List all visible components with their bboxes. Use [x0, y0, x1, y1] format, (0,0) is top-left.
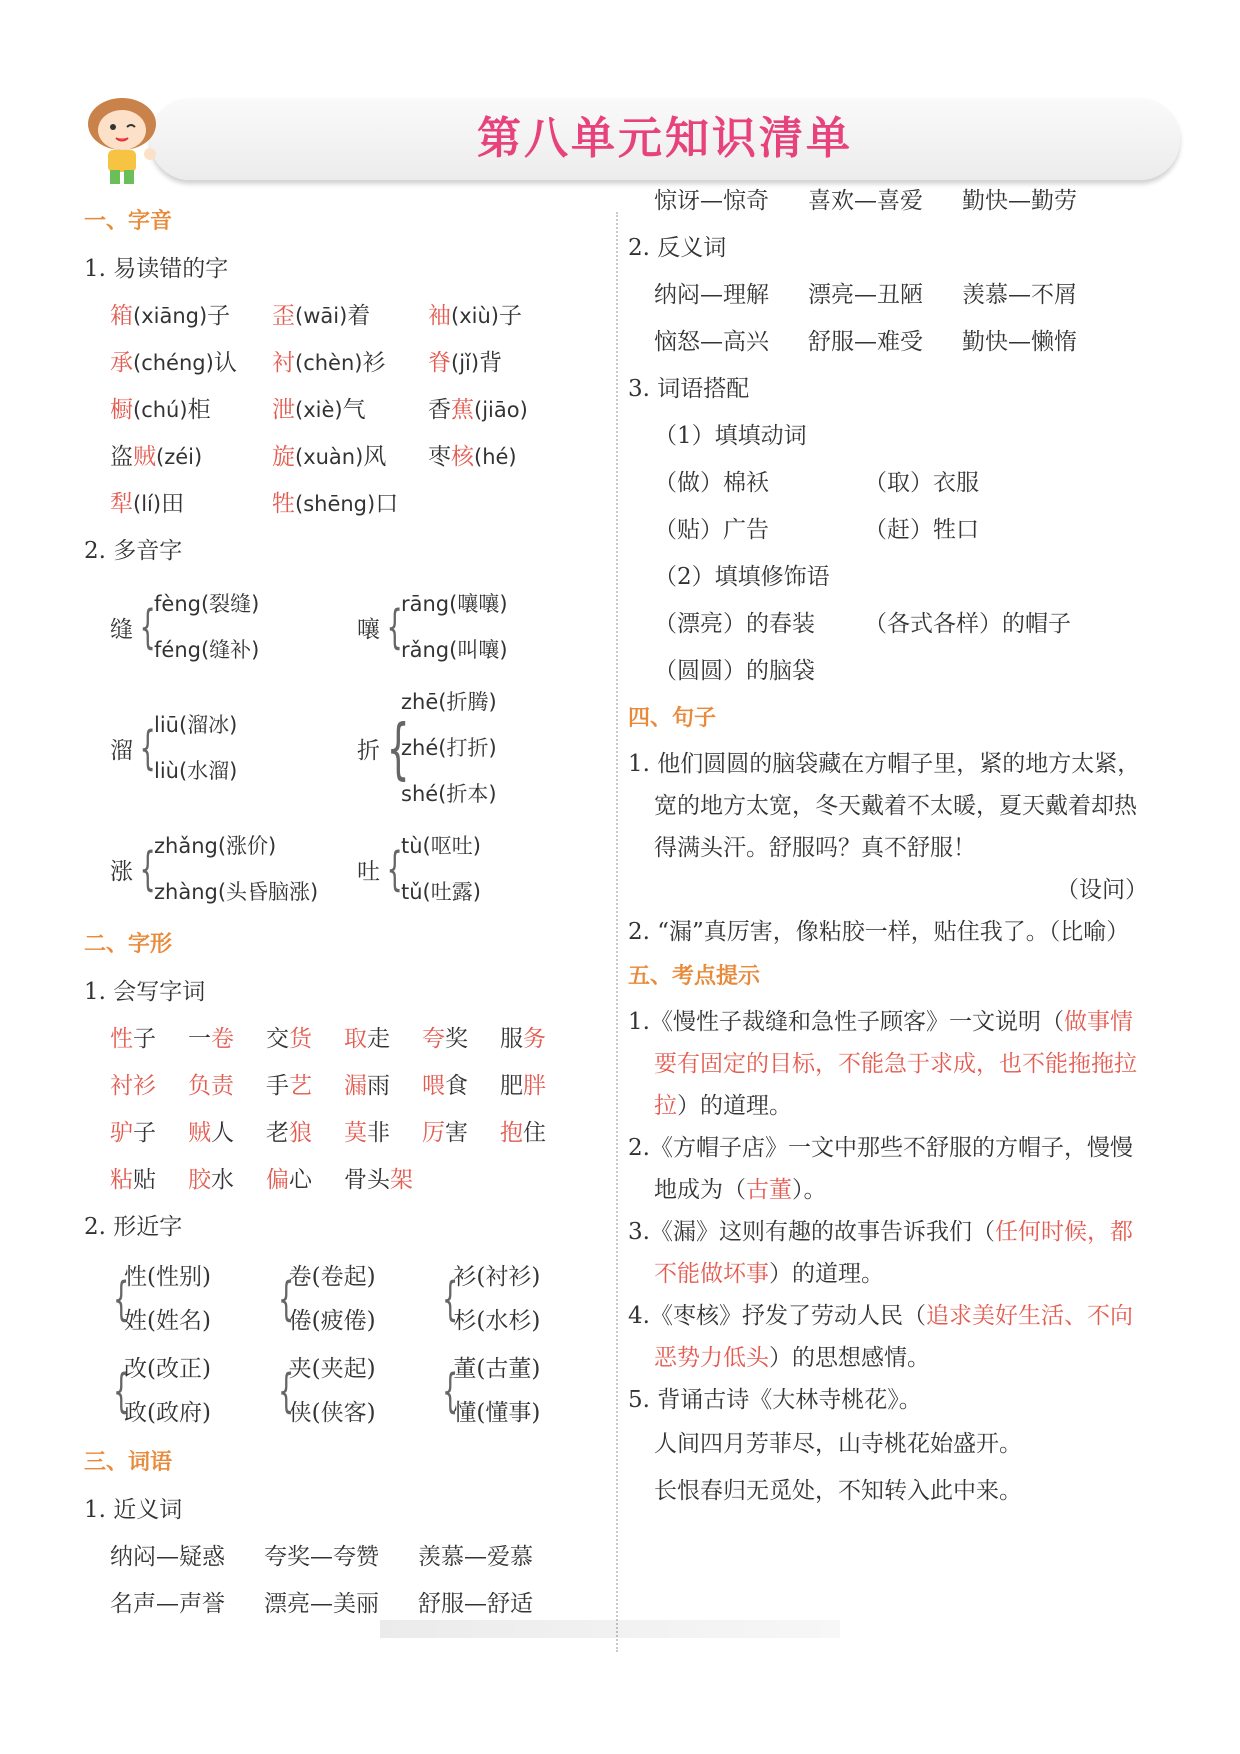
subheading: 1. 易读错的字 — [84, 256, 229, 282]
easy-item — [272, 293, 428, 340]
char: 认 — [213, 350, 237, 376]
word-part: 厉 — [422, 1120, 445, 1146]
brace-icon: { — [277, 1272, 294, 1326]
pinyin: (chèn) — [295, 351, 363, 375]
word-row — [84, 1063, 604, 1110]
subheading: 2. 形近字 — [84, 1214, 183, 1240]
word-part: 非 — [367, 1120, 390, 1146]
word-part: 食 — [445, 1073, 468, 1099]
synonym-row: 名声—声誉 漂亮—美丽 舒服—舒适 — [110, 1591, 533, 1617]
target-char: 牲 — [272, 491, 295, 517]
char: 子 — [498, 303, 522, 329]
word-part: 老 — [266, 1120, 289, 1146]
word — [110, 1063, 188, 1110]
target-char: 蕉 — [451, 397, 474, 423]
target-char: 衬 — [272, 350, 295, 376]
word — [188, 1110, 266, 1157]
tip-2: 2.《方帽子店》一文中那些不舒服的方帽子，慢慢地成为（古董）。 — [628, 1135, 1133, 1203]
pinyin: (chú) — [133, 398, 188, 422]
similar-item: 懂(懂事) — [453, 1400, 541, 1426]
word-part: 肥 — [500, 1073, 523, 1099]
tip-4: 4.《枣核》抒发了劳动人民（追求美好生活、不向恶势力低头）的思想感情。 — [628, 1303, 1133, 1371]
similar-item: 改(改正) — [124, 1356, 211, 1382]
reading: shé(折本) — [401, 782, 497, 806]
word-part: 交 — [266, 1026, 289, 1052]
word-part: 胖 — [523, 1073, 546, 1099]
subheading: 2. 反义词 — [628, 235, 727, 261]
word-part: 心 — [289, 1167, 312, 1193]
poem-line-2: 长恨春归无觅处，不知转入此中来。 — [654, 1478, 1022, 1504]
word-part: 抱 — [500, 1120, 523, 1146]
char: 气 — [342, 397, 366, 423]
word — [344, 1157, 422, 1204]
antonym-row: 纳闷—理解 漂亮—丑陋 羡慕—不屑 — [654, 282, 1077, 308]
brace-icon: { — [113, 1272, 130, 1326]
right-column — [628, 178, 1148, 1515]
modifier-row: （圆圆）的脑袋 — [654, 658, 815, 684]
polyphone-char: 溜 — [110, 737, 133, 764]
easy-item — [428, 387, 584, 434]
char: 田 — [161, 491, 185, 517]
word — [188, 1063, 266, 1110]
word-part: 艺 — [289, 1073, 312, 1099]
polyphone-char: 嚷 — [357, 616, 380, 643]
word-part: 贼 — [188, 1120, 211, 1146]
word-part: 货 — [289, 1026, 312, 1052]
easy-item — [110, 481, 272, 528]
polyphone-item — [110, 823, 357, 915]
verb-row: （贴）广告 （赶）牲口 — [654, 517, 979, 543]
similar-item: 杉(水杉) — [453, 1308, 541, 1334]
readings — [154, 702, 237, 794]
subheading: 1. 会写字词 — [84, 979, 206, 1005]
polyphone-item — [357, 679, 604, 817]
pinyin: (zéi) — [156, 445, 203, 469]
target-char: 承 — [110, 350, 133, 376]
pinyin: (chéng) — [133, 351, 214, 375]
reading: rāng(嚷嚷) — [401, 592, 508, 616]
pinyin: (hé) — [474, 445, 517, 469]
section-heading: 二、字形 — [84, 932, 173, 957]
word-part: 走 — [367, 1026, 390, 1052]
polyphone-char: 折 — [357, 737, 380, 764]
word — [110, 1016, 188, 1063]
word — [110, 1157, 188, 1204]
pinyin: (wāi) — [295, 304, 348, 328]
reading: zhǎng(涨价) — [154, 834, 277, 858]
reading: liū(溜冰) — [154, 713, 238, 737]
char: 盗 — [110, 444, 133, 470]
easy-row — [84, 481, 604, 528]
similar-item: 政(政府) — [124, 1400, 211, 1426]
similar-items — [289, 1347, 376, 1435]
similar-group — [439, 1255, 604, 1343]
tip-5: 5. 背诵古诗《大林寺桃花》。 — [628, 1387, 922, 1413]
word-part: 衫 — [133, 1073, 156, 1099]
brace-icon: { — [442, 1272, 459, 1326]
similar-item: 性(性别) — [124, 1264, 211, 1290]
word — [266, 1110, 344, 1157]
similar-item: 夹(夹起) — [288, 1356, 376, 1382]
word-part: 责 — [211, 1073, 234, 1099]
readings — [154, 581, 259, 673]
section-heading: 四、句子 — [628, 706, 717, 731]
word — [500, 1063, 578, 1110]
polyphone-list — [84, 581, 604, 915]
easy-row — [84, 340, 604, 387]
word — [344, 1063, 422, 1110]
readings — [401, 581, 508, 673]
easy-item — [428, 293, 584, 340]
char: 子 — [207, 303, 231, 329]
column-divider — [616, 212, 618, 1652]
word — [110, 1110, 188, 1157]
word-part: 手 — [266, 1073, 289, 1099]
similar-group — [275, 1347, 440, 1435]
word-row — [84, 1157, 604, 1204]
similar-item: 侠(侠客) — [288, 1400, 376, 1426]
reading: féng(缝补) — [154, 638, 260, 662]
char: 口 — [375, 491, 399, 517]
word — [422, 1063, 500, 1110]
brace-icon: { — [386, 709, 410, 787]
reading: liù(水溜) — [154, 759, 238, 783]
similar-item: 倦(疲倦) — [288, 1308, 376, 1334]
pinyin: (jiāo) — [474, 398, 528, 422]
section-heading: 一、字音 — [84, 209, 173, 234]
similar-item: 衫(衬衫) — [453, 1264, 541, 1290]
word — [188, 1016, 266, 1063]
pinyin: (xiè) — [295, 398, 343, 422]
word-part: 奖 — [445, 1026, 468, 1052]
polyphone-char: 吐 — [357, 858, 380, 885]
word-part: 水 — [211, 1167, 234, 1193]
modifier-row: （漂亮）的春装 （各式各样）的帽子 — [654, 611, 1071, 637]
word-part: 漏 — [344, 1073, 367, 1099]
char: 枣 — [428, 444, 451, 470]
word-part: 子 — [133, 1120, 156, 1146]
word-part: 偏 — [266, 1167, 289, 1193]
target-char: 脊 — [428, 350, 451, 376]
word-part: 驴 — [110, 1120, 133, 1146]
word-part: 喂 — [422, 1073, 445, 1099]
word-part: 贴 — [133, 1167, 156, 1193]
word-part: 子 — [133, 1026, 156, 1052]
verb-row: （做）棉袄 （取）衣服 — [654, 470, 979, 496]
word-part: 卷 — [211, 1026, 234, 1052]
brace-icon: { — [386, 600, 403, 654]
word — [500, 1016, 578, 1063]
sentence-1: 1. 他们圆圆的脑袋藏在方帽子里，紧的地方太紧，宽的地方太宽，冬天戴着不太暖，夏天戴着却热得满头汗。舒服吗？真不舒服！ — [628, 751, 1141, 861]
word — [266, 1157, 344, 1204]
easy-item — [110, 387, 272, 434]
target-char: 旋 — [272, 444, 295, 470]
reading: zhē(折腾) — [401, 690, 497, 714]
target-char: 泄 — [272, 397, 295, 423]
similar-row — [84, 1347, 604, 1435]
easy-row — [84, 434, 604, 481]
word-part: 莫 — [344, 1120, 367, 1146]
synonym-row: 惊讶—惊奇 喜欢—喜爱 勤快—勤劳 — [654, 188, 1077, 214]
synonym-row: 纳闷—疑惑 夸奖—夸赞 羡慕—爱慕 — [110, 1544, 533, 1570]
word-row — [84, 1016, 604, 1063]
char: 着 — [347, 303, 371, 329]
reading: zhé(打折) — [401, 736, 497, 760]
similar-items — [124, 1347, 211, 1435]
target-char: 贼 — [133, 444, 156, 470]
brace-icon: { — [139, 721, 156, 775]
target-char: 箱 — [110, 303, 133, 329]
target-char: 犁 — [110, 491, 133, 517]
similar-row — [84, 1255, 604, 1343]
char: 柜 — [187, 397, 211, 423]
polyphone-row — [84, 679, 604, 817]
readings — [154, 823, 318, 915]
readings — [401, 679, 497, 817]
tip-1: 1.《慢性子裁缝和急性子顾客》一文说明（做事情要有固定的目标，不能急于求成，也不能拖拖拉拉）的道理。 — [628, 1009, 1137, 1119]
easy-row — [84, 387, 604, 434]
similar-items — [453, 1347, 540, 1435]
word-part: 害 — [445, 1120, 468, 1146]
similar-item: 卷(卷起) — [288, 1264, 376, 1290]
reading: fèng(裂缝) — [154, 592, 260, 616]
target-char: 歪 — [272, 303, 295, 329]
section-heading: 三、词语 — [84, 1450, 173, 1475]
word-part: 骨头 — [344, 1167, 390, 1193]
easy-item — [110, 340, 272, 387]
easy-item — [110, 434, 272, 481]
similar-items — [124, 1255, 211, 1343]
reading: zhàng(头昏脑涨) — [154, 880, 319, 904]
polyphone-row — [84, 581, 604, 673]
word — [344, 1016, 422, 1063]
word-part: 务 — [523, 1026, 546, 1052]
pinyin: (shēng) — [295, 492, 376, 516]
target-char: 核 — [451, 444, 474, 470]
word-part: 取 — [344, 1026, 367, 1052]
word-part: 人 — [211, 1120, 234, 1146]
similar-group — [110, 1255, 275, 1343]
easy-item — [272, 387, 428, 434]
pinyin: (jǐ) — [451, 351, 480, 375]
left-column — [84, 198, 604, 1628]
word-part: 雨 — [367, 1073, 390, 1099]
brace-icon: { — [277, 1364, 294, 1418]
similar-group — [275, 1255, 440, 1343]
page-title: 第八单元知识清单 — [477, 113, 853, 164]
sentence-1-tag: （设问） — [1056, 877, 1148, 903]
easy-item — [428, 434, 584, 481]
sentence-2: 2. “漏”真厉害，像粘胶一样，贴住我了。（比喻） — [628, 919, 1130, 945]
easy-item — [110, 293, 272, 340]
brace-icon: { — [139, 600, 156, 654]
tip-3: 3.《漏》这则有趣的故事告诉我们（任何时候，都不能做坏事）的道理。 — [628, 1219, 1133, 1287]
target-char: 橱 — [110, 397, 133, 423]
similar-items — [453, 1255, 540, 1343]
word — [266, 1016, 344, 1063]
pinyin: (xiù) — [451, 304, 499, 328]
word — [422, 1110, 500, 1157]
similar-item: 董(古董) — [453, 1356, 541, 1382]
polyphone-char: 缝 — [110, 616, 133, 643]
word-part: 胶 — [188, 1167, 211, 1193]
easy-item — [272, 481, 428, 528]
char: 香 — [428, 397, 451, 423]
similar-item: 姓(姓名) — [124, 1308, 211, 1334]
subheading: （1）填填动词 — [654, 423, 807, 449]
word-part: 一 — [188, 1026, 211, 1052]
word — [266, 1063, 344, 1110]
char: 背 — [479, 350, 503, 376]
polyphone-item — [110, 679, 357, 817]
poem-line-1: 人间四月芳菲尽，山寺桃花始盛开。 — [654, 1431, 1022, 1457]
word — [422, 1016, 500, 1063]
word — [344, 1110, 422, 1157]
word-row — [84, 1110, 604, 1157]
similar-chars-list — [84, 1255, 604, 1435]
easy-misread-list — [84, 293, 604, 528]
subheading: 3. 词语搭配 — [628, 376, 750, 402]
easy-row — [84, 293, 604, 340]
pinyin: (xiāng) — [133, 304, 208, 328]
brace-icon: { — [139, 842, 156, 896]
subheading: 1. 近义词 — [84, 1497, 183, 1523]
word-part: 架 — [390, 1167, 413, 1193]
char: 风 — [363, 444, 387, 470]
word — [500, 1110, 578, 1157]
easy-item — [272, 434, 428, 481]
reading: rǎng(叫嚷) — [401, 638, 508, 662]
subheading: 2. 多音字 — [84, 538, 183, 564]
similar-group — [110, 1347, 275, 1435]
subheading: （2）填填修饰语 — [654, 564, 830, 590]
writing-words-list — [84, 1016, 604, 1204]
reading: tù(呕吐) — [401, 834, 481, 858]
section-heading: 五、考点提示 — [628, 964, 761, 989]
similar-items — [289, 1255, 376, 1343]
word-part: 夸 — [422, 1026, 445, 1052]
brace-icon: { — [442, 1364, 459, 1418]
word-part: 负 — [188, 1073, 211, 1099]
polyphone-item — [357, 581, 604, 673]
word-part: 性 — [110, 1026, 133, 1052]
target-char: 袖 — [428, 303, 451, 329]
brace-icon: { — [113, 1364, 130, 1418]
pinyin: (lí) — [133, 492, 162, 516]
polyphone-item — [110, 581, 357, 673]
readings — [401, 823, 481, 915]
similar-group — [439, 1347, 604, 1435]
word-part: 粘 — [110, 1167, 133, 1193]
polyphone-item — [357, 823, 604, 915]
word-part: 狼 — [289, 1120, 312, 1146]
pinyin: (xuàn) — [295, 445, 364, 469]
word-part: 住 — [523, 1120, 546, 1146]
word — [188, 1157, 266, 1204]
easy-item — [272, 340, 428, 387]
antonym-row: 恼怒—高兴 舒服—难受 勤快—懒惰 — [654, 329, 1077, 355]
brace-icon: { — [386, 842, 403, 896]
footer-watermark — [380, 1620, 840, 1638]
word-part: 衬 — [110, 1073, 133, 1099]
word-part: 服 — [500, 1026, 523, 1052]
easy-item — [428, 340, 584, 387]
polyphone-char: 涨 — [110, 858, 133, 885]
reading: tǔ(吐露) — [401, 880, 481, 904]
polyphone-row — [84, 823, 604, 915]
char: 衫 — [362, 350, 386, 376]
